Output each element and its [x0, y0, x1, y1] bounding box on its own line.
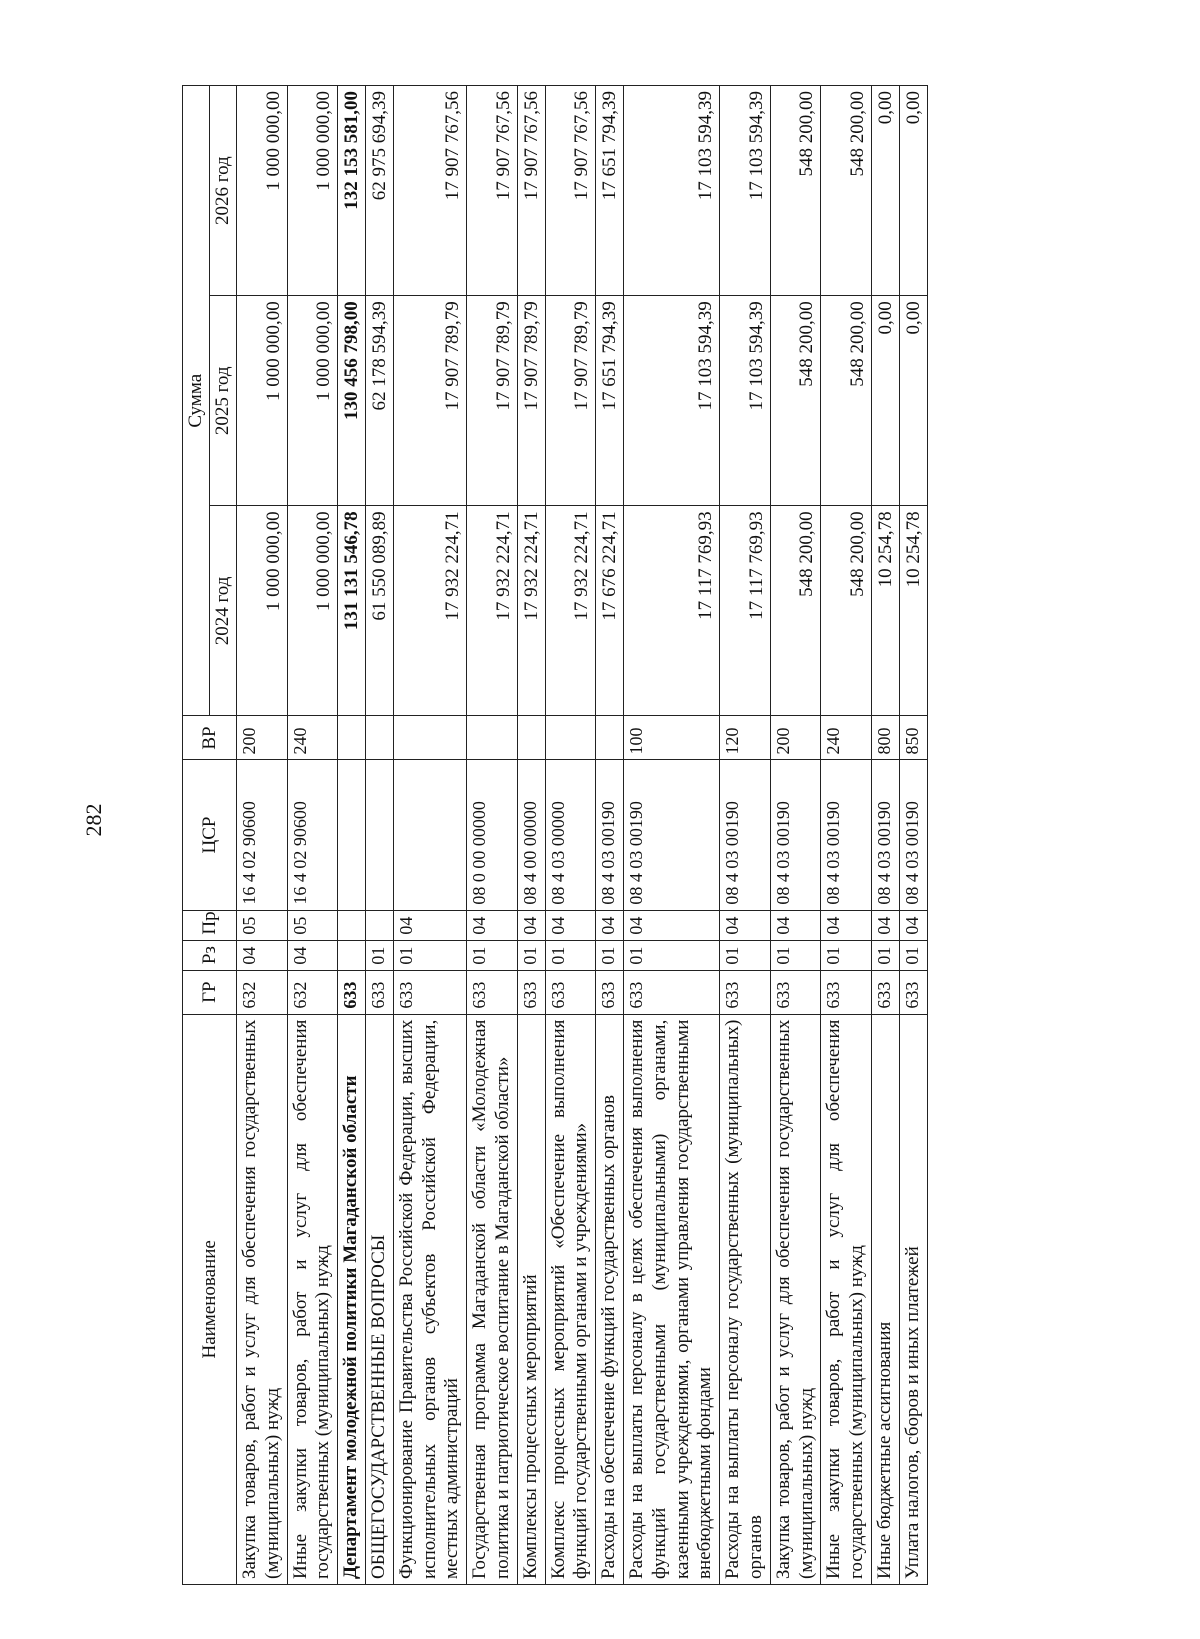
cell-sum-2024: 10 254,78 [871, 506, 899, 716]
cell-sum-2025: 17 103 594,39 [720, 296, 771, 506]
cell-rz: 01 [770, 940, 821, 970]
cell-sum-2026: 1 000 000,00 [287, 86, 338, 296]
cell-csr: 08 4 03 00190 [623, 760, 719, 910]
cell-sum-2025: 17 907 789,79 [517, 296, 545, 506]
cell-sum-2024: 17 932 224,71 [467, 506, 518, 716]
cell-csr: 08 4 03 00190 [821, 760, 872, 910]
cell-gr: 633 [596, 970, 624, 1014]
cell-csr: 08 0 00 00000 [467, 760, 518, 910]
cell-csr [338, 760, 366, 910]
cell-gr: 633 [545, 970, 596, 1014]
cell-name: ОБЩЕГОСУДАРСТВЕННЫЕ ВОПРОСЫ [365, 1014, 393, 1584]
cell-rz: 01 [720, 940, 771, 970]
cell-sum-2026: 0,00 [871, 86, 899, 296]
cell-pr: 04 [720, 910, 771, 940]
cell-sum-2026: 17 907 767,56 [545, 86, 596, 296]
cell-sum-2025: 17 651 794,39 [596, 296, 624, 506]
cell-vr: 800 [871, 716, 899, 760]
cell-name: Департамент молодежной политики Магаданской области [338, 1014, 366, 1584]
table-row [467, 86, 518, 1585]
header-rz: Рз [183, 940, 237, 970]
cell-pr: 04 [770, 910, 821, 940]
cell-vr: 240 [821, 716, 872, 760]
cell-vr [365, 716, 393, 760]
cell-vr: 100 [623, 716, 719, 760]
cell-sum-2025: 17 907 789,79 [393, 296, 466, 506]
cell-gr: 633 [467, 970, 518, 1014]
cell-sum-2024: 10 254,78 [899, 506, 927, 716]
cell-sum-2024: 17 676 224,71 [596, 506, 624, 716]
cell-gr: 632 [237, 970, 288, 1014]
cell-sum-2024: 17 117 769,93 [720, 506, 771, 716]
cell-sum-2025: 548 200,00 [770, 296, 821, 506]
cell-csr: 16 4 02 90600 [237, 760, 288, 910]
cell-rz: 04 [237, 940, 288, 970]
cell-rz: 01 [545, 940, 596, 970]
table-row [871, 86, 899, 1585]
cell-csr [365, 760, 393, 910]
cell-sum-2026: 132 153 581,00 [338, 86, 366, 296]
cell-csr: 08 4 03 00190 [899, 760, 927, 910]
cell-sum-2026: 0,00 [899, 86, 927, 296]
table-row [899, 86, 927, 1585]
cell-gr: 633 [770, 970, 821, 1014]
header-csr: ЦСР [183, 760, 237, 910]
cell-gr: 633 [871, 970, 899, 1014]
cell-sum-2026: 17 907 767,56 [467, 86, 518, 296]
cell-name: Закупка товаров, работ и услуг для обеспечения государственных (муниципальных) нужд [770, 1014, 821, 1584]
cell-pr: 04 [545, 910, 596, 940]
cell-csr: 16 4 02 90600 [287, 760, 338, 910]
cell-rz: 01 [899, 940, 927, 970]
cell-pr: 04 [393, 910, 466, 940]
cell-csr [393, 760, 466, 910]
cell-sum-2024: 17 932 224,71 [517, 506, 545, 716]
cell-vr [517, 716, 545, 760]
budget-table-container [182, 85, 1062, 1585]
table-row [596, 86, 624, 1585]
cell-sum-2025: 0,00 [871, 296, 899, 506]
cell-sum-2026: 548 200,00 [821, 86, 872, 296]
cell-sum-2024: 17 117 769,93 [623, 506, 719, 716]
cell-gr: 633 [720, 970, 771, 1014]
cell-gr: 633 [338, 970, 366, 1014]
cell-sum-2025: 17 907 789,79 [467, 296, 518, 506]
cell-csr: 08 4 00 00000 [517, 760, 545, 910]
cell-rz: 01 [365, 940, 393, 970]
cell-csr: 08 4 03 00190 [871, 760, 899, 910]
cell-pr: 04 [871, 910, 899, 940]
cell-rz: 01 [596, 940, 624, 970]
cell-name: Закупка товаров, работ и услуг для обеспечения государственных (муниципальных) нужд [237, 1014, 288, 1584]
cell-name: Иные закупки товаров, работ и услуг для обеспечения государственных (муниципальных) нужд [821, 1014, 872, 1584]
cell-rz: 01 [871, 940, 899, 970]
cell-name: Расходы на выплаты персоналу государственных (муниципальных) органов [720, 1014, 771, 1584]
table-row [338, 86, 366, 1585]
table-row [237, 86, 288, 1585]
cell-rz: 01 [623, 940, 719, 970]
cell-rz: 01 [517, 940, 545, 970]
header-name: Наименование [183, 1014, 237, 1584]
cell-sum-2025: 17 907 789,79 [545, 296, 596, 506]
header-vr: ВР [183, 716, 237, 760]
cell-name: Комплекс процессных мероприятий «Обеспечение выполнения функций государственными органами и учреждениями» [545, 1014, 596, 1584]
cell-sum-2026: 1 000 000,00 [237, 86, 288, 296]
cell-sum-2024: 1 000 000,00 [237, 506, 288, 716]
cell-gr: 633 [899, 970, 927, 1014]
cell-sum-2024: 548 200,00 [821, 506, 872, 716]
cell-vr: 200 [770, 716, 821, 760]
cell-name: Уплата налогов, сборов и иных платежей [899, 1014, 927, 1584]
header-year-2025: 2025 год [210, 296, 237, 506]
cell-name: Иные закупки товаров, работ и услуг для обеспечения государственных (муниципальных) нужд [287, 1014, 338, 1584]
table-row [287, 86, 338, 1585]
cell-name: Комплексы процессных мероприятий [517, 1014, 545, 1584]
cell-name: Расходы на выплаты персоналу в целях обеспечения выполнения функций государственными (муниципальными) органами, казенными учреждениями, органами управления государственными внебюджетными фондами [623, 1014, 719, 1584]
table-row [545, 86, 596, 1585]
cell-gr: 633 [517, 970, 545, 1014]
cell-rz: 01 [467, 940, 518, 970]
cell-sum-2024: 17 932 224,71 [393, 506, 466, 716]
cell-gr: 633 [623, 970, 719, 1014]
cell-sum-2026: 548 200,00 [770, 86, 821, 296]
cell-vr: 200 [237, 716, 288, 760]
cell-sum-2025: 130 456 798,00 [338, 296, 366, 506]
cell-pr: 04 [517, 910, 545, 940]
table-row [365, 86, 393, 1585]
cell-sum-2024: 61 550 089,89 [365, 506, 393, 716]
cell-sum-2025: 548 200,00 [821, 296, 872, 506]
cell-vr: 240 [287, 716, 338, 760]
cell-pr: 05 [287, 910, 338, 940]
cell-name: Иные бюджетные ассигнования [871, 1014, 899, 1584]
cell-pr: 04 [821, 910, 872, 940]
cell-rz: 01 [821, 940, 872, 970]
cell-sum-2024: 17 932 224,71 [545, 506, 596, 716]
cell-pr: 04 [467, 910, 518, 940]
cell-vr [393, 716, 466, 760]
cell-sum-2024: 131 131 546,78 [338, 506, 366, 716]
cell-pr: 05 [237, 910, 288, 940]
cell-csr: 08 4 03 00190 [720, 760, 771, 910]
cell-gr: 633 [365, 970, 393, 1014]
page-number: 282 [81, 803, 106, 837]
header-pr: Пр [183, 910, 237, 940]
cell-pr: 04 [623, 910, 719, 940]
table-row [770, 86, 821, 1585]
cell-name: Государственная программа Магаданской области «Молодежная политика и патриотическое воспитание в Магаданской области» [467, 1014, 518, 1584]
table-row [623, 86, 719, 1585]
header-year-2026: 2026 год [210, 86, 237, 296]
cell-vr [545, 716, 596, 760]
header-sum: Сумма [183, 86, 210, 716]
cell-sum-2025: 0,00 [899, 296, 927, 506]
cell-sum-2025: 1 000 000,00 [287, 296, 338, 506]
cell-pr [365, 910, 393, 940]
cell-sum-2026: 17 103 594,39 [720, 86, 771, 296]
cell-rz [338, 940, 366, 970]
table-body [237, 86, 928, 1585]
cell-csr: 08 4 03 00000 [545, 760, 596, 910]
cell-sum-2026: 17 651 794,39 [596, 86, 624, 296]
table-row [393, 86, 466, 1585]
cell-vr: 850 [899, 716, 927, 760]
cell-csr: 08 4 03 00190 [596, 760, 624, 910]
cell-vr [338, 716, 366, 760]
header-gr: ГР [183, 970, 237, 1014]
header-year-2024: 2024 год [210, 506, 237, 716]
cell-vr [467, 716, 518, 760]
cell-gr: 633 [821, 970, 872, 1014]
cell-sum-2026: 17 103 594,39 [623, 86, 719, 296]
cell-pr [338, 910, 366, 940]
cell-csr: 08 4 03 00190 [770, 760, 821, 910]
cell-sum-2025: 1 000 000,00 [237, 296, 288, 506]
cell-sum-2025: 17 103 594,39 [623, 296, 719, 506]
table-row [720, 86, 771, 1585]
cell-sum-2026: 62 975 694,39 [365, 86, 393, 296]
cell-sum-2026: 17 907 767,56 [517, 86, 545, 296]
cell-name: Функционирование Правительства Российской Федерации, высших исполнительных органов субъектов Российской Федерации, местных администраций [393, 1014, 466, 1584]
budget-table [182, 85, 928, 1585]
cell-sum-2026: 17 907 767,56 [393, 86, 466, 296]
cell-rz: 04 [287, 940, 338, 970]
table-row [517, 86, 545, 1585]
cell-rz: 01 [393, 940, 466, 970]
cell-gr: 632 [287, 970, 338, 1014]
cell-sum-2025: 62 178 594,39 [365, 296, 393, 506]
cell-vr [596, 716, 624, 760]
table-row [821, 86, 872, 1585]
cell-pr: 04 [899, 910, 927, 940]
cell-sum-2024: 548 200,00 [770, 506, 821, 716]
cell-gr: 633 [393, 970, 466, 1014]
cell-name: Расходы на обеспечение функций государственных органов [596, 1014, 624, 1584]
cell-vr: 120 [720, 716, 771, 760]
cell-pr: 04 [596, 910, 624, 940]
cell-sum-2024: 1 000 000,00 [287, 506, 338, 716]
